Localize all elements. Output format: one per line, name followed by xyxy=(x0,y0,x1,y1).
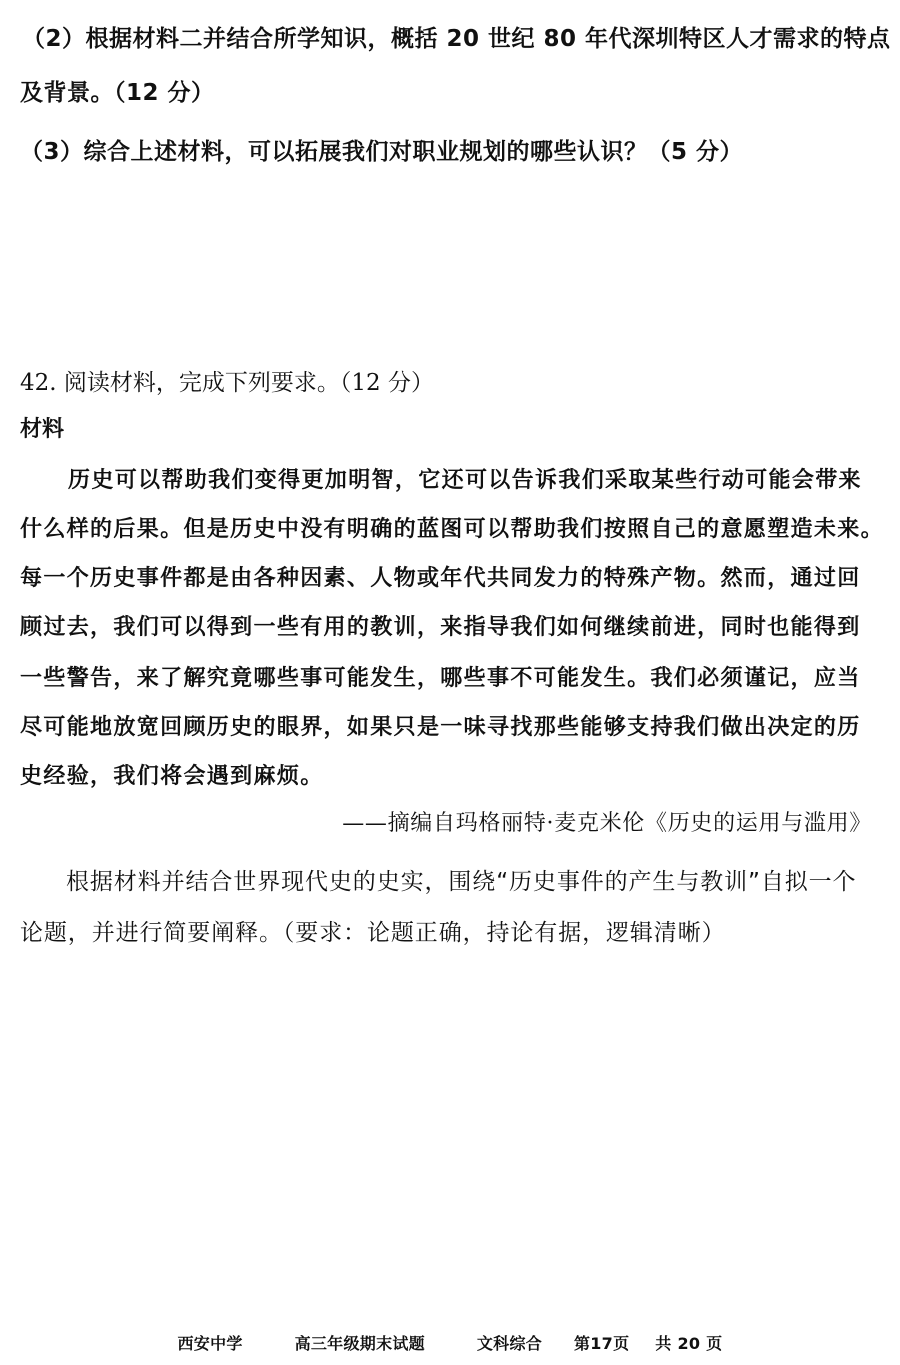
footer-page-number: 第17页 xyxy=(573,1334,630,1353)
question-3: （3）综合上述材料，可以拓展我们对职业规划的哪些认识？（5 分） xyxy=(20,139,744,165)
footer-school: 西安中学 xyxy=(177,1334,243,1353)
question-2-line-2: 及背景。（12 分） xyxy=(20,80,215,106)
page-footer xyxy=(0,1331,900,1354)
material-line-2: 什么样的后果。但是历史中没有明确的蓝图可以帮助我们按照自己的意愿塑造未来。 xyxy=(20,516,884,542)
material-line-1: 历史可以帮助我们变得更加明智，它还可以告诉我们采取某些行动可能会带来 xyxy=(68,467,862,493)
material-source: ——摘编自玛格丽特·麦克米伦《历史的运用与滥用》 xyxy=(342,811,872,836)
material-line-5: 一些警告，来了解究竟哪些事可能发生，哪些事不可能发生。我们必须谨记，应当 xyxy=(20,665,861,691)
footer-exam: 高三年级期末试题 xyxy=(294,1334,425,1353)
footer-total-pages: 共 20 页 xyxy=(655,1334,723,1353)
material-line-6: 尽可能地放宽回顾历史的眼界，如果只是一味寻找那些能够支持我们做出决定的历 xyxy=(20,714,861,740)
footer-subject: 文科综合 xyxy=(476,1334,543,1353)
question-2-line-1: （2）根据材料二并结合所学知识，概括 20 世纪 80 年代深圳特区人才需求的特点 xyxy=(22,26,891,52)
task-line-2: 论题，并进行简要阐释。（要求：论题正确，持论有据，逻辑清晰） xyxy=(20,920,726,946)
material-line-7: 史经验，我们将会遇到麻烦。 xyxy=(20,763,324,789)
material-line-4: 顾过去，我们可以得到一些有用的教训，来指导我们如何继续前进，同时也能得到 xyxy=(20,614,861,640)
material-line-3: 每一个历史事件都是由各种因素、人物或年代共同发力的特殊产物。然而，通过回 xyxy=(20,565,861,591)
material-label: 材料 xyxy=(20,417,65,442)
task-line-1: 根据材料并结合世界现代史的史实，围绕“历史事件的产生与教训”自拟一个 xyxy=(66,869,857,895)
question-42-heading: 42. 阅读材料，完成下列要求。（12 分） xyxy=(20,370,434,396)
